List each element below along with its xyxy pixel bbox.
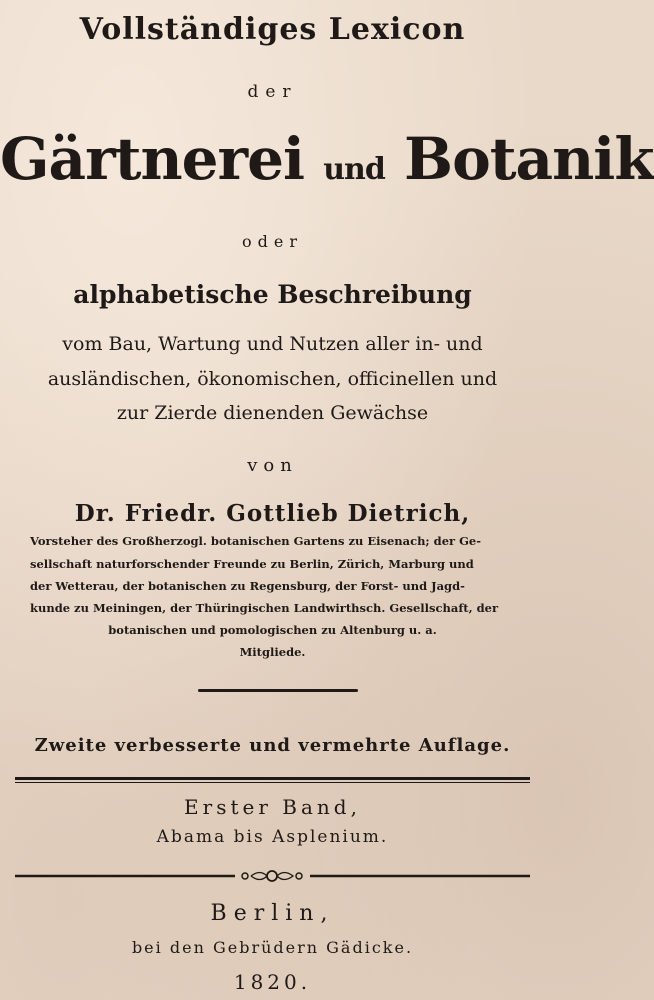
- double-rule-thick: [15, 777, 530, 780]
- publication-place: Berlin,: [210, 901, 335, 926]
- publication-year: 1820.: [233, 970, 312, 994]
- title-line-oder: oder: [242, 232, 303, 251]
- volume-range: Abama bis Asplenium.: [156, 827, 389, 847]
- title-line-von: von: [247, 455, 298, 476]
- affiliation-line-6: Mitgliede.: [239, 645, 306, 659]
- description-line-1: vom Bau, Wartung und Nutzen aller in- und: [62, 333, 483, 355]
- short-divider: [198, 689, 358, 692]
- publisher: bei den Gebrüdern Gädicke.: [131, 938, 414, 957]
- title-line-der: der: [247, 82, 298, 102]
- double-rule-thin: [15, 782, 530, 783]
- subtitle: alphabetische Beschreibung: [73, 280, 472, 309]
- description-line-2: ausländischen, ökonomischen, officinellen und: [47, 368, 498, 390]
- main-title-part-b: Botanik: [404, 125, 654, 193]
- main-title-part-a: Gärtnerei: [0, 125, 305, 193]
- affiliation-line-1: Vorsteher des Großherzogl. botanischen Gartens zu Eisenach; der Ge-: [30, 534, 482, 548]
- affiliation-line-2: sellschaft naturforschender Freunde zu Berlin, Zürich, Marburg und: [30, 557, 474, 571]
- affiliation-line-4: kunde zu Meiningen, der Thüringischen Landwirthsch. Gesellschaft, der: [30, 601, 499, 615]
- affiliation-line-3: der Wetterau, der botanischen zu Regensburg, der Forst- und Jagd-: [30, 579, 465, 593]
- edition-note: Zweite verbesserte und vermehrte Auflage.: [34, 735, 511, 756]
- main-title-conj: und: [323, 152, 385, 187]
- main-title: [0, 125, 654, 193]
- ornamental-rule-icon: [15, 866, 530, 886]
- author-name: Dr. Friedr. Gottlieb Dietrich,: [74, 500, 471, 527]
- volume-label: Erster Band,: [184, 795, 361, 819]
- title-line-1: Vollständiges Lexicon: [79, 12, 466, 47]
- affiliation-line-5: botanischen und pomologischen zu Altenburg u. a.: [108, 623, 437, 637]
- description-line-3: zur Zierde dienenden Gewächse: [116, 402, 429, 424]
